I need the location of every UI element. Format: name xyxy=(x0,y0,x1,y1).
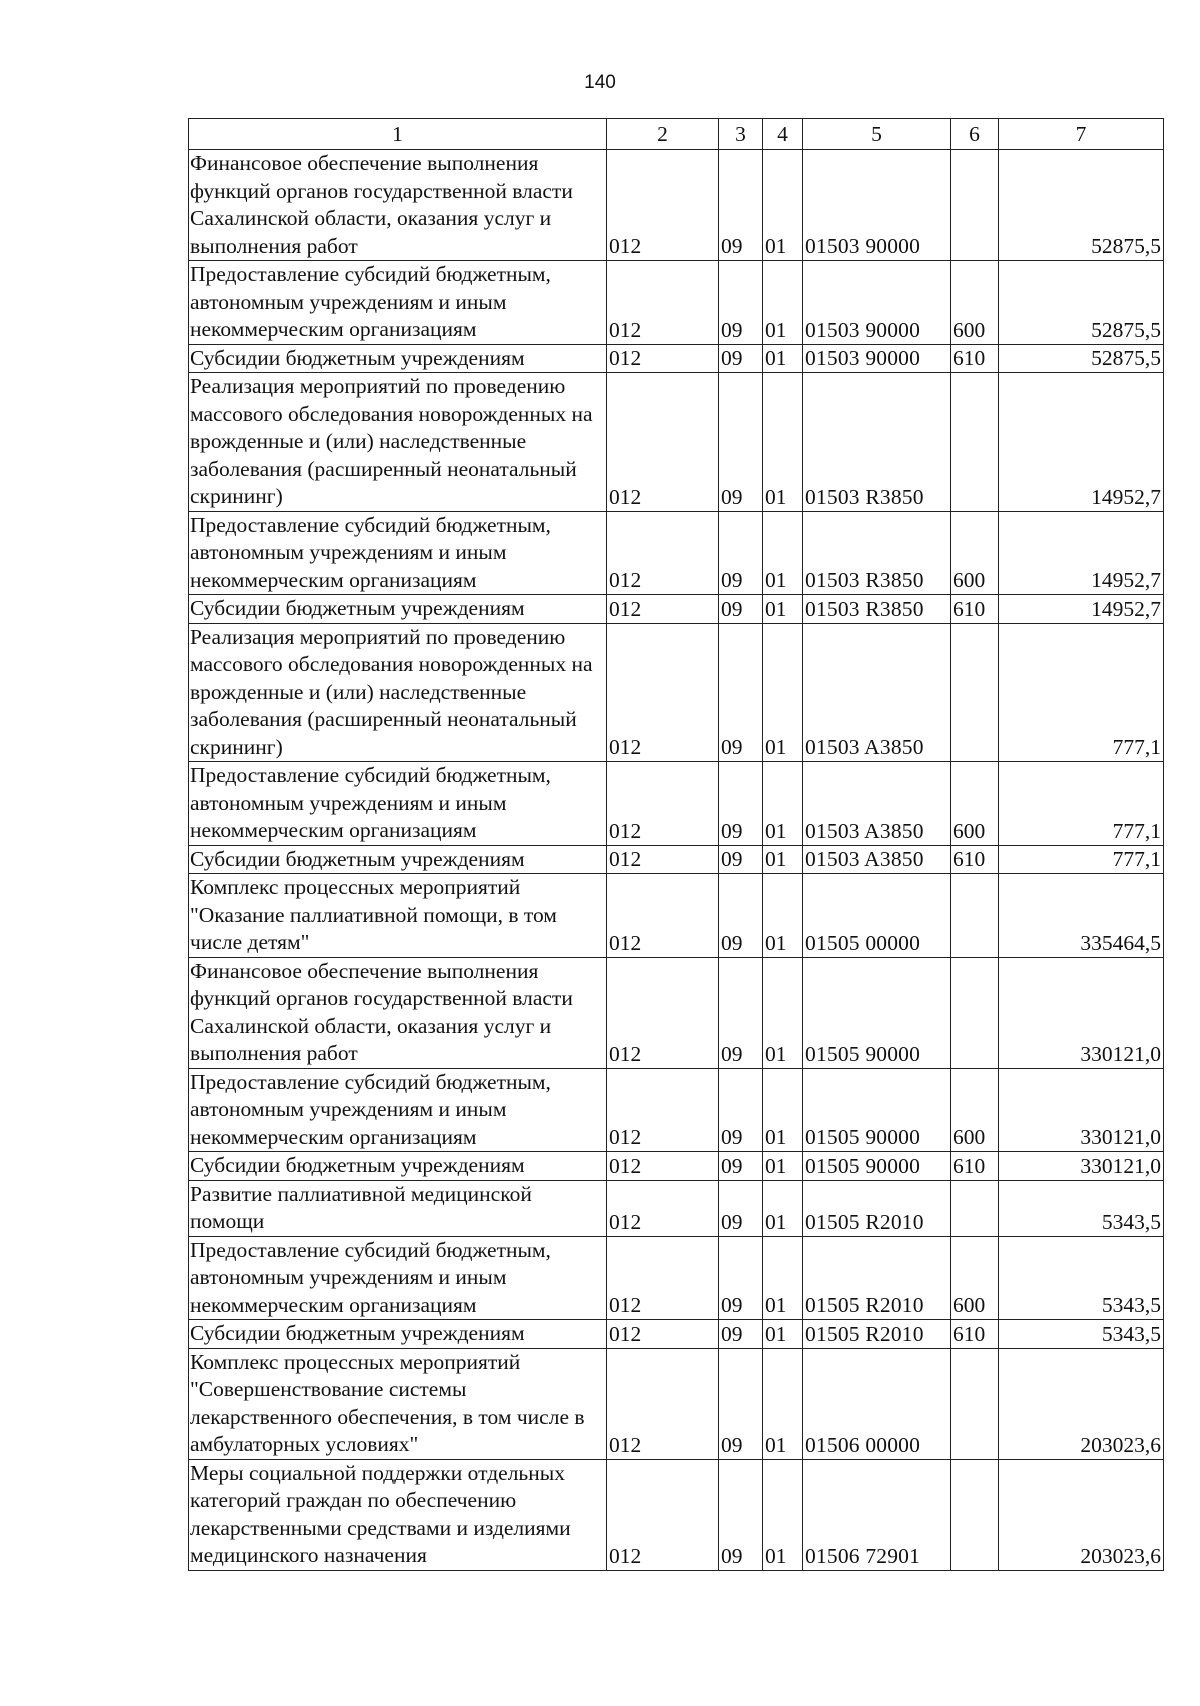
table-row xyxy=(189,1320,1164,1349)
expense-type-cell xyxy=(951,373,999,512)
target-article-cell: 01503 90000 xyxy=(803,261,951,345)
amount-cell: 777,1 xyxy=(999,845,1164,874)
subsection-cell: 01 xyxy=(763,1236,803,1320)
section-cell: 09 xyxy=(719,1459,763,1570)
expense-type-cell xyxy=(951,150,999,261)
ministry-code-cell: 012 xyxy=(607,1459,719,1570)
section-cell: 09 xyxy=(719,1068,763,1152)
description-cell: Предоставление субсидий бюджетным, автономным учреждениям и иным некоммерческим организациям xyxy=(189,1068,607,1152)
subsection-cell: 01 xyxy=(763,957,803,1068)
header-row xyxy=(189,119,1164,150)
ministry-code-cell: 012 xyxy=(607,1152,719,1181)
section-cell: 09 xyxy=(719,150,763,261)
ministry-code-cell: 012 xyxy=(607,1236,719,1320)
table-row xyxy=(189,623,1164,762)
expense-type-cell: 600 xyxy=(951,1236,999,1320)
ministry-code-cell: 012 xyxy=(607,595,719,624)
table-row xyxy=(189,373,1164,512)
table-row xyxy=(189,1180,1164,1236)
amount-cell: 14952,7 xyxy=(999,373,1164,512)
description-cell: Меры социальной поддержки отдельных категорий граждан по обеспечению лекарственными средствами и изделиями медицинского назначения xyxy=(189,1459,607,1570)
target-article-cell: 01503 A3850 xyxy=(803,623,951,762)
subsection-cell: 01 xyxy=(763,623,803,762)
description-cell: Предоставление субсидий бюджетным, автономным учреждениям и иным некоммерческим организациям xyxy=(189,1236,607,1320)
target-article-cell: 01503 R3850 xyxy=(803,595,951,624)
table-body xyxy=(189,150,1164,1571)
expense-type-cell xyxy=(951,1459,999,1570)
amount-cell: 203023,6 xyxy=(999,1459,1164,1570)
table-row xyxy=(189,874,1164,958)
table-row xyxy=(189,1152,1164,1181)
amount-cell: 52875,5 xyxy=(999,150,1164,261)
ministry-code-cell: 012 xyxy=(607,373,719,512)
description-cell: Субсидии бюджетным учреждениям xyxy=(189,595,607,624)
ministry-code-cell: 012 xyxy=(607,1348,719,1459)
section-cell: 09 xyxy=(719,261,763,345)
ministry-code-cell: 012 xyxy=(607,150,719,261)
section-cell: 09 xyxy=(719,957,763,1068)
description-cell: Субсидии бюджетным учреждениям xyxy=(189,845,607,874)
ministry-code-cell: 012 xyxy=(607,344,719,373)
expense-type-cell: 610 xyxy=(951,1152,999,1181)
description-cell: Субсидии бюджетным учреждениям xyxy=(189,1320,607,1349)
expense-type-cell: 600 xyxy=(951,261,999,345)
subsection-cell: 01 xyxy=(763,762,803,846)
amount-cell: 777,1 xyxy=(999,623,1164,762)
section-cell: 09 xyxy=(719,511,763,595)
section-cell: 09 xyxy=(719,373,763,512)
subsection-cell: 01 xyxy=(763,1152,803,1181)
expense-type-cell: 600 xyxy=(951,762,999,846)
target-article-cell: 01503 R3850 xyxy=(803,511,951,595)
amount-cell: 330121,0 xyxy=(999,1068,1164,1152)
ministry-code-cell: 012 xyxy=(607,1180,719,1236)
target-article-cell: 01503 90000 xyxy=(803,150,951,261)
amount-cell: 5343,5 xyxy=(999,1180,1164,1236)
amount-cell: 52875,5 xyxy=(999,261,1164,345)
table-row xyxy=(189,344,1164,373)
ministry-code-cell: 012 xyxy=(607,261,719,345)
subsection-cell: 01 xyxy=(763,511,803,595)
subsection-cell: 01 xyxy=(763,1068,803,1152)
amount-cell: 14952,7 xyxy=(999,595,1164,624)
expense-type-cell xyxy=(951,1180,999,1236)
ministry-code-cell: 012 xyxy=(607,511,719,595)
description-cell: Предоставление субсидий бюджетным, автономным учреждениям и иным некоммерческим организациям xyxy=(189,511,607,595)
table-row xyxy=(189,1236,1164,1320)
ministry-code-cell: 012 xyxy=(607,623,719,762)
description-cell: Комплекс процессных мероприятий "Совершенствование системы лекарственного обеспечения, в том числе в амбулаторных условиях" xyxy=(189,1348,607,1459)
expense-type-cell: 610 xyxy=(951,845,999,874)
section-cell: 09 xyxy=(719,1180,763,1236)
target-article-cell: 01505 90000 xyxy=(803,957,951,1068)
amount-cell: 330121,0 xyxy=(999,957,1164,1068)
ministry-code-cell: 012 xyxy=(607,1320,719,1349)
ministry-code-cell: 012 xyxy=(607,1068,719,1152)
description-cell: Субсидии бюджетным учреждениям xyxy=(189,344,607,373)
target-article-cell: 01505 90000 xyxy=(803,1068,951,1152)
amount-cell: 14952,7 xyxy=(999,511,1164,595)
subsection-cell: 01 xyxy=(763,373,803,512)
subsection-cell: 01 xyxy=(763,845,803,874)
ministry-code-cell: 012 xyxy=(607,874,719,958)
subsection-cell: 01 xyxy=(763,874,803,958)
description-cell: Субсидии бюджетным учреждениям xyxy=(189,1152,607,1181)
table-row xyxy=(189,762,1164,846)
target-article-cell: 01505 90000 xyxy=(803,1152,951,1181)
target-article-cell: 01505 00000 xyxy=(803,874,951,958)
target-article-cell: 01503 R3850 xyxy=(803,373,951,512)
column-header: 1 xyxy=(189,119,607,150)
expense-type-cell xyxy=(951,623,999,762)
target-article-cell: 01506 72901 xyxy=(803,1459,951,1570)
table-row xyxy=(189,845,1164,874)
column-header: 5 xyxy=(803,119,951,150)
expense-type-cell xyxy=(951,1348,999,1459)
section-cell: 09 xyxy=(719,874,763,958)
column-header: 7 xyxy=(999,119,1164,150)
expense-type-cell: 610 xyxy=(951,1320,999,1349)
section-cell: 09 xyxy=(719,623,763,762)
amount-cell: 330121,0 xyxy=(999,1152,1164,1181)
table-row xyxy=(189,261,1164,345)
description-cell: Финансовое обеспечение выполнения функций органов государственной власти Сахалинской области, оказания услуг и выполнения работ xyxy=(189,150,607,261)
target-article-cell: 01505 R2010 xyxy=(803,1236,951,1320)
subsection-cell: 01 xyxy=(763,1348,803,1459)
expense-type-cell xyxy=(951,957,999,1068)
description-cell: Реализация мероприятий по проведению массового обследования новорожденных на врожденные и (или) наследственные заболевания (расширенный неонатальный скрининг) xyxy=(189,623,607,762)
expense-type-cell xyxy=(951,874,999,958)
description-cell: Предоставление субсидий бюджетным, автономным учреждениям и иным некоммерческим организациям xyxy=(189,261,607,345)
amount-cell: 335464,5 xyxy=(999,874,1164,958)
target-article-cell: 01503 A3850 xyxy=(803,762,951,846)
expense-type-cell: 610 xyxy=(951,344,999,373)
ministry-code-cell: 012 xyxy=(607,845,719,874)
table-row xyxy=(189,595,1164,624)
subsection-cell: 01 xyxy=(763,595,803,624)
column-header: 6 xyxy=(951,119,999,150)
column-header: 2 xyxy=(607,119,719,150)
column-header: 4 xyxy=(763,119,803,150)
ministry-code-cell: 012 xyxy=(607,957,719,1068)
target-article-cell: 01503 A3850 xyxy=(803,845,951,874)
table-row xyxy=(189,957,1164,1068)
subsection-cell: 01 xyxy=(763,261,803,345)
column-header: 3 xyxy=(719,119,763,150)
expense-type-cell: 610 xyxy=(951,595,999,624)
description-cell: Финансовое обеспечение выполнения функций органов государственной власти Сахалинской области, оказания услуг и выполнения работ xyxy=(189,957,607,1068)
expense-type-cell: 600 xyxy=(951,511,999,595)
section-cell: 09 xyxy=(719,1152,763,1181)
amount-cell: 203023,6 xyxy=(999,1348,1164,1459)
subsection-cell: 01 xyxy=(763,150,803,261)
subsection-cell: 01 xyxy=(763,344,803,373)
table-row xyxy=(189,1068,1164,1152)
description-cell: Предоставление субсидий бюджетным, автономным учреждениям и иным некоммерческим организациям xyxy=(189,762,607,846)
target-article-cell: 01505 R2010 xyxy=(803,1320,951,1349)
ministry-code-cell: 012 xyxy=(607,762,719,846)
target-article-cell: 01505 R2010 xyxy=(803,1180,951,1236)
description-cell: Комплекс процессных мероприятий "Оказание паллиативной помощи, в том числе детям" xyxy=(189,874,607,958)
subsection-cell: 01 xyxy=(763,1180,803,1236)
expense-type-cell: 600 xyxy=(951,1068,999,1152)
target-article-cell: 01503 90000 xyxy=(803,344,951,373)
table-row xyxy=(189,1459,1164,1570)
section-cell: 09 xyxy=(719,595,763,624)
section-cell: 09 xyxy=(719,1236,763,1320)
amount-cell: 52875,5 xyxy=(999,344,1164,373)
amount-cell: 5343,5 xyxy=(999,1320,1164,1349)
amount-cell: 777,1 xyxy=(999,762,1164,846)
page-number: 140 xyxy=(584,72,616,93)
section-cell: 09 xyxy=(719,344,763,373)
table-row xyxy=(189,1348,1164,1459)
table-row xyxy=(189,511,1164,595)
description-cell: Развитие паллиативной медицинской помощи xyxy=(189,1180,607,1236)
amount-cell: 5343,5 xyxy=(999,1236,1164,1320)
target-article-cell: 01506 00000 xyxy=(803,1348,951,1459)
description-cell: Реализация мероприятий по проведению массового обследования новорожденных на врожденные и (или) наследственные заболевания (расширенный неонатальный скрининг) xyxy=(189,373,607,512)
section-cell: 09 xyxy=(719,762,763,846)
section-cell: 09 xyxy=(719,845,763,874)
table-row xyxy=(189,150,1164,261)
subsection-cell: 01 xyxy=(763,1459,803,1570)
section-cell: 09 xyxy=(719,1320,763,1349)
budget-table xyxy=(188,118,1164,1571)
subsection-cell: 01 xyxy=(763,1320,803,1349)
section-cell: 09 xyxy=(719,1348,763,1459)
